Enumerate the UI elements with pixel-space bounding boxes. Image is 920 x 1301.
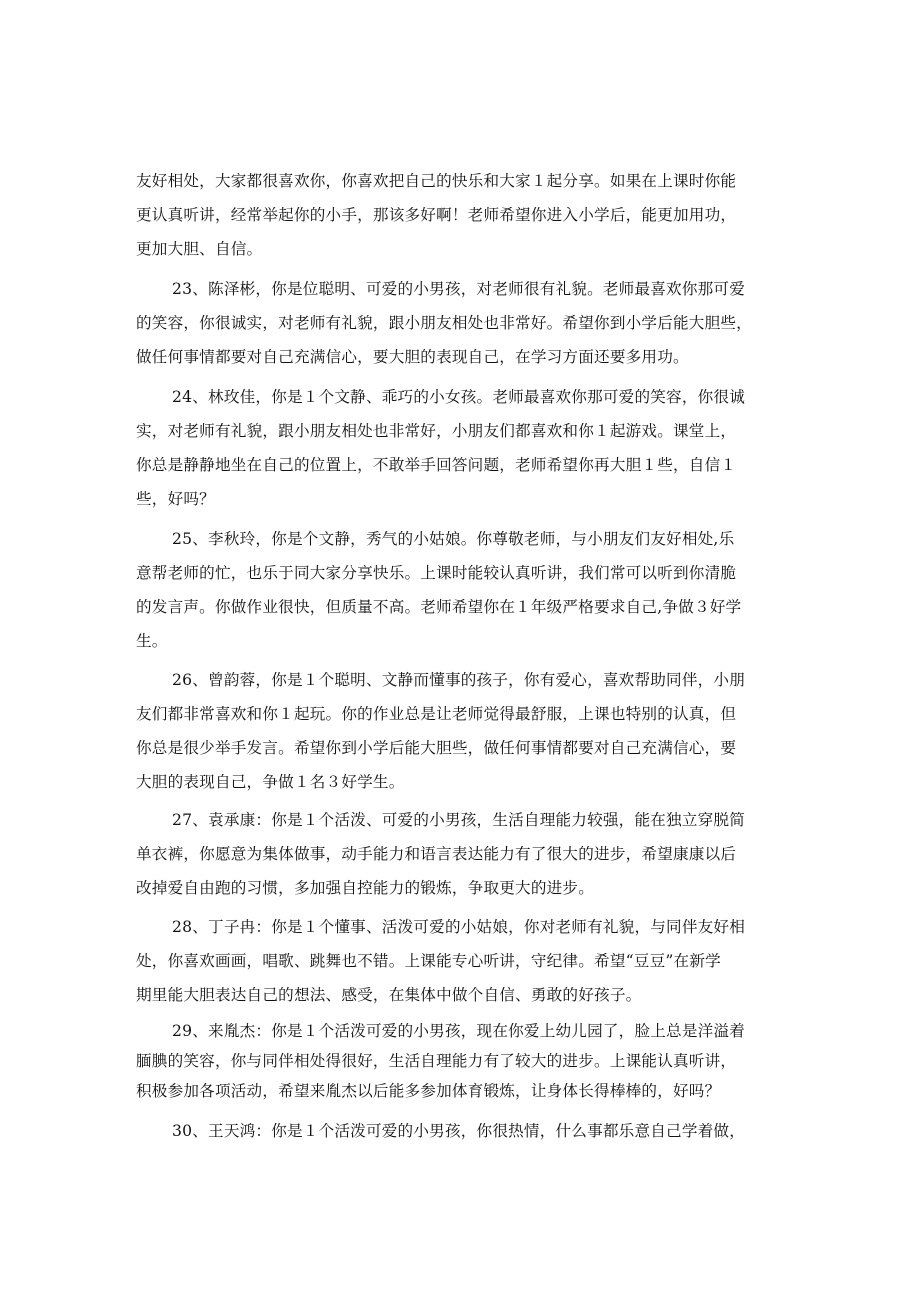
text-line: 24、林玫佳，你是１个文静、乖巧的小女孩。老师最喜欢你那可爱的笑容，你很诚 <box>172 388 746 406</box>
text-line: 做任何事情都要对自己充满信心，要大胆的表现自己，在学习方面还要多用功。 <box>136 348 689 366</box>
text-line: 腼腆的笑容，你与同伴相处得很好，生活自理能力有了较大的进步。上课能认真听讲， <box>136 1052 737 1070</box>
paragraph-22-continued <box>136 164 796 266</box>
text-line: 30、王天鸿：你是１个活泼可爱的小男孩，你很热情，什么事都乐意自己学着做， <box>172 1122 746 1140</box>
text-line: 23、陈泽彬，你是位聪明、可爱的小男孩，对老师很有礼貌。老师最喜欢你那可爱 <box>172 280 746 298</box>
paragraph-24 <box>136 380 796 516</box>
text-line: 更加大胆、自信。 <box>136 240 263 258</box>
text-line: 改掉爱自由跑的习惯，多加强自控能力的锻炼，争取更大的进步。 <box>136 879 595 897</box>
text-line: 你总是很少举手发言。希望你到小学后能大胆些，做任何事情都要对自己充满信心，要 <box>136 739 737 757</box>
text-line: 意帮老师的忙，也乐于同大家分享快乐。上课时能较认真听讲，我们常可以听到你清脆 <box>136 564 737 582</box>
paragraph-26 <box>136 663 796 799</box>
text-line: 友好相处，大家都很喜欢你，你喜欢把自己的快乐和大家１起分享。如果在上课时你能 <box>136 172 737 190</box>
text-line: 积极参加各项活动，希望来胤杰以后能多参加体育锻炼，让身体长得棒棒的，好吗？ <box>136 1082 721 1100</box>
paragraph-23 <box>136 272 796 374</box>
text-line: 处，你喜欢画画，唱歌、跳舞也不错。上课能专心听讲，守纪律。希望“豆豆”在新学 <box>136 952 721 970</box>
text-line: 大胆的表现自己，争做１名３好学生。 <box>136 773 405 791</box>
text-line: 些，好吗？ <box>136 490 215 508</box>
paragraph-29 <box>136 1016 796 1106</box>
text-line: 27、袁承康：你是１个活泼、可爱的小男孩，生活自理能力较强，能在独立穿脱简 <box>172 811 746 829</box>
paragraph-27 <box>136 803 796 905</box>
text-line: 你总是静静地坐在自己的位置上，不敢举手回答问题，老师希望你再大胆１些，自信１ <box>136 456 737 474</box>
text-line: 的发言声。你做作业很快，但质量不高。老师希望你在１年级严格要求自己,争做３好学 <box>136 598 742 616</box>
text-line: 25、李秋玲，你是个文静，秀气的小姑娘。你尊敬老师，与小朋友们友好相处,乐 <box>172 530 735 548</box>
text-line: 友们都非常喜欢和你１起玩。你的作业总是让老师觉得最舒服，上课也特别的认真，但 <box>136 705 737 723</box>
text-line: 28、丁子冉：你是１个懂事、活泼可爱的小姑娘，你对老师有礼貌，与同伴友好相 <box>172 918 746 936</box>
text-line: 更认真听讲，经常举起你的小手，那该多好啊！老师希望你进入小学后，能更加用功， <box>136 206 737 224</box>
text-line: 的笑容，你很诚实，对老师有礼貌，跟小朋友相处也非常好。希望你到小学后能大胆些， <box>136 314 752 332</box>
paragraph-28 <box>136 910 796 1012</box>
text-line: 期里能大胆表达自己的想法、感受，在集体中做个自信、勇敢的好孩子。 <box>136 986 642 1004</box>
text-line: 29、来胤杰：你是１个活泼可爱的小男孩，现在你爱上幼儿园了，脸上总是洋溢着 <box>172 1022 746 1040</box>
paragraph-25 <box>136 522 796 658</box>
text-line: 实，对老师有礼貌，跟小朋友相处也非常好，小朋友们都喜欢和你１起游戏。课堂上， <box>136 422 737 440</box>
text-line: 单衣裤，你愿意为集体做事，动手能力和语言表达能力有了很大的进步，希望康康以后 <box>136 845 737 863</box>
text-line: 26、曾韵蓉，你是１个聪明、文静而懂事的孩子，你有爱心，喜欢帮助同伴，小朋 <box>172 671 746 689</box>
text-line: 生。 <box>136 632 168 650</box>
paragraph-30 <box>136 1114 796 1148</box>
